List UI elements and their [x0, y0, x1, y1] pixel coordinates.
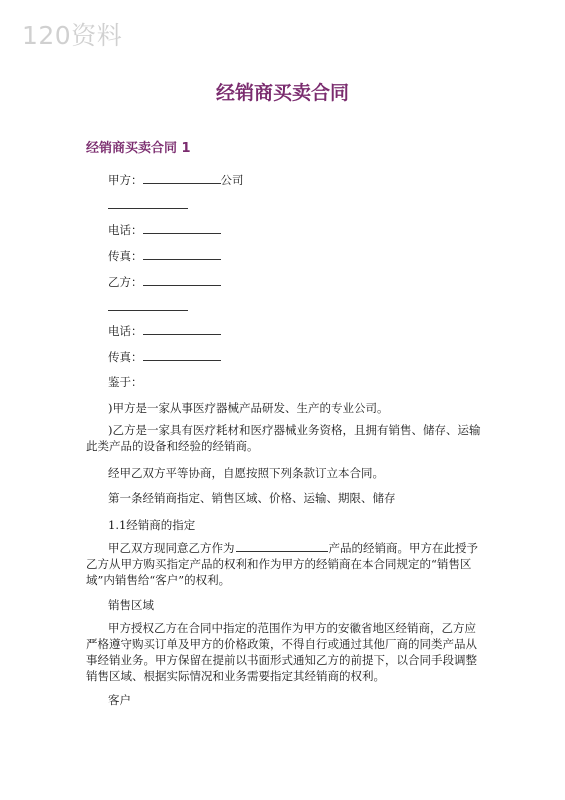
- party-a-line: [108, 172, 244, 187]
- customer-heading: 客户: [108, 693, 131, 707]
- clause-1-1: 1.1经销商的指定: [108, 518, 196, 532]
- watermark: 120资料: [22, 21, 123, 50]
- phone2-line: [108, 323, 221, 338]
- fax2-label: 传真：: [108, 350, 143, 364]
- paragraph-sales-area: 甲方授权乙方在合同中指定的范围作为甲方的安徽省地区经销商，乙方应严格遵守购买订单及甲方的价格政策，不得自行或通过其他厂商的同类产品从事经销业务。甲方保留在提前以书面形式通知乙方的前提下，以合同手段调整销售区域、根据实际情况和业务需要指定其经销商的权利。: [86, 621, 477, 683]
- fax-label: 传真：: [108, 249, 143, 263]
- fax-blank: [143, 248, 221, 260]
- fax-line: [108, 248, 221, 263]
- blank-2: [108, 299, 188, 311]
- blank-1: [108, 197, 188, 209]
- document-title: 经销商买卖合同: [215, 82, 349, 104]
- phone-line: [108, 222, 221, 237]
- article-1-title: 第一条经销商指定、销售区域、价格、运输、期限、储存: [108, 491, 396, 505]
- section-title: 经销商买卖合同 1: [86, 141, 191, 156]
- party-a-blank: [143, 172, 221, 184]
- phone-blank: [143, 222, 221, 234]
- paragraph-party-a: )甲方是一家从事医疗器械产品研发、生产的专业公司。: [108, 401, 389, 415]
- party-a-label: 甲方：: [108, 173, 143, 187]
- blank-line-2: [108, 299, 188, 314]
- phone-label: 电话：: [108, 223, 143, 237]
- paragraph-agreement: 经甲乙双方平等协商，自愿按照下列条款订立本合同。: [108, 466, 384, 480]
- party-b-label: 乙方：: [108, 275, 143, 289]
- product-blank: [236, 540, 328, 552]
- fax2-blank: [143, 349, 221, 361]
- appointment-text-a: 甲乙双方现同意乙方作为: [108, 541, 235, 555]
- appointment-text-b: 产品的经销商。甲方在此授予乙方从甲方购买指定产品的权利和作为甲方的经销商在本合同规定的“销售区域”内销售给“客户”的权利。: [86, 541, 478, 587]
- phone2-blank: [143, 323, 221, 335]
- party-b-blank: [143, 274, 221, 286]
- sales-area-heading: 销售区域: [108, 598, 154, 612]
- paragraph-party-b: )乙方是一家具有医疗耗材和医疗器械业务资格，且拥有销售、储存、运输此类产品的设备和经验的经销商。: [86, 423, 481, 453]
- fax2-line: [108, 349, 221, 364]
- blank-line-1: [108, 197, 188, 212]
- company-suffix: 公司: [220, 173, 244, 187]
- paragraph-appointment: [86, 540, 481, 588]
- phone2-label: 电话：: [108, 324, 143, 338]
- party-b-line: [108, 274, 221, 289]
- whereas: 鉴于：: [108, 375, 143, 389]
